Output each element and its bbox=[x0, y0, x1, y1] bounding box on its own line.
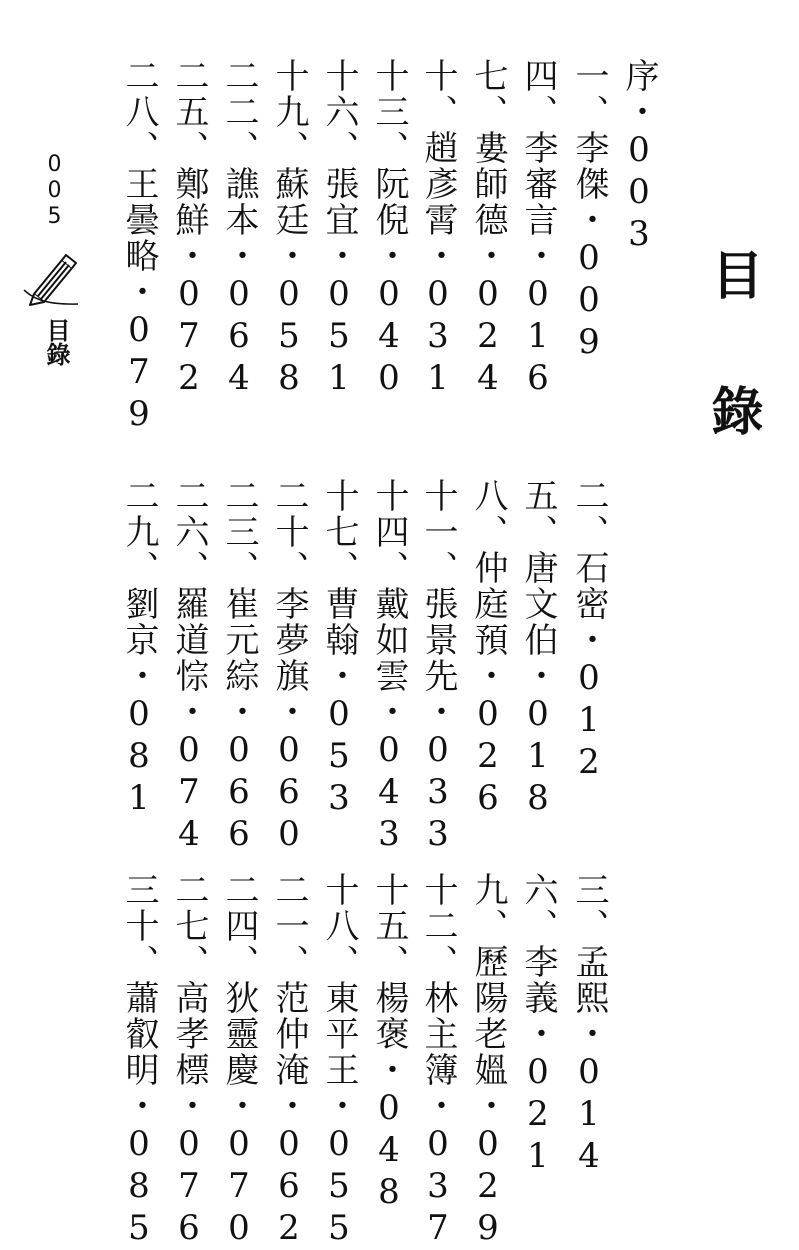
toc-entry: 七、婁師德・024 bbox=[468, 58, 508, 400]
toc-entry: 二三、崔元綜・066 bbox=[219, 478, 259, 856]
toc-entry: 四、李審言・016 bbox=[518, 58, 558, 400]
toc-entry: 十二、林主簿・037 bbox=[418, 872, 458, 1250]
page-number: 005 bbox=[42, 152, 67, 230]
toc-entry: 十三、阮倪・040 bbox=[369, 58, 409, 400]
toc-entry: 九、歷陽老媼・029 bbox=[468, 872, 508, 1250]
toc-entry: 六、李義・021 bbox=[518, 872, 558, 1178]
toc-entry: 十一、張景先・033 bbox=[418, 478, 458, 856]
toc-entry: 二四、狄靈慶・070 bbox=[219, 872, 259, 1250]
toc-entry: 三、孟熙・014 bbox=[569, 872, 609, 1178]
toc-entry: 十八、東平王・055 bbox=[319, 872, 359, 1250]
toc-entry: 二九、劉京・081 bbox=[119, 478, 159, 820]
toc-entry: 三十、蕭叡明・085 bbox=[119, 872, 159, 1250]
toc-entry: 二七、高孝標・076 bbox=[169, 872, 209, 1250]
toc-entry: 五、唐文伯・018 bbox=[518, 478, 558, 820]
toc-entry: 二、石密・012 bbox=[569, 478, 609, 784]
toc-entry: 十六、張宜・051 bbox=[319, 58, 359, 400]
toc-entry: 二五、鄭鮮・072 bbox=[169, 58, 209, 400]
toc-entry: 十、趙彥霄・031 bbox=[418, 58, 458, 400]
toc-entry: 十四、戴如雲・043 bbox=[369, 478, 409, 856]
page-title: 目錄 bbox=[702, 248, 763, 520]
pencil-icon bbox=[22, 250, 80, 306]
toc-entry: 二二、譙本・064 bbox=[219, 58, 259, 400]
toc-entry: 二一、范仲淹・062 bbox=[269, 872, 309, 1250]
toc-entry: 二六、羅道悰・074 bbox=[169, 478, 209, 856]
toc-entry: 一、李傑・009 bbox=[569, 58, 609, 364]
toc-entry: 二十、李夢旗・060 bbox=[269, 478, 309, 856]
toc-entry: 十九、蘇廷・058 bbox=[269, 58, 309, 400]
toc-entry: 八、仲庭預・026 bbox=[468, 478, 508, 820]
toc-entry: 序・003 bbox=[619, 58, 659, 256]
toc-entry: 二八、王曇略・079 bbox=[119, 58, 159, 436]
toc-entry: 十五、楊褒・048 bbox=[369, 872, 409, 1214]
section-label: 目錄 bbox=[42, 318, 70, 366]
toc-entry: 十七、曹翰・053 bbox=[319, 478, 359, 820]
